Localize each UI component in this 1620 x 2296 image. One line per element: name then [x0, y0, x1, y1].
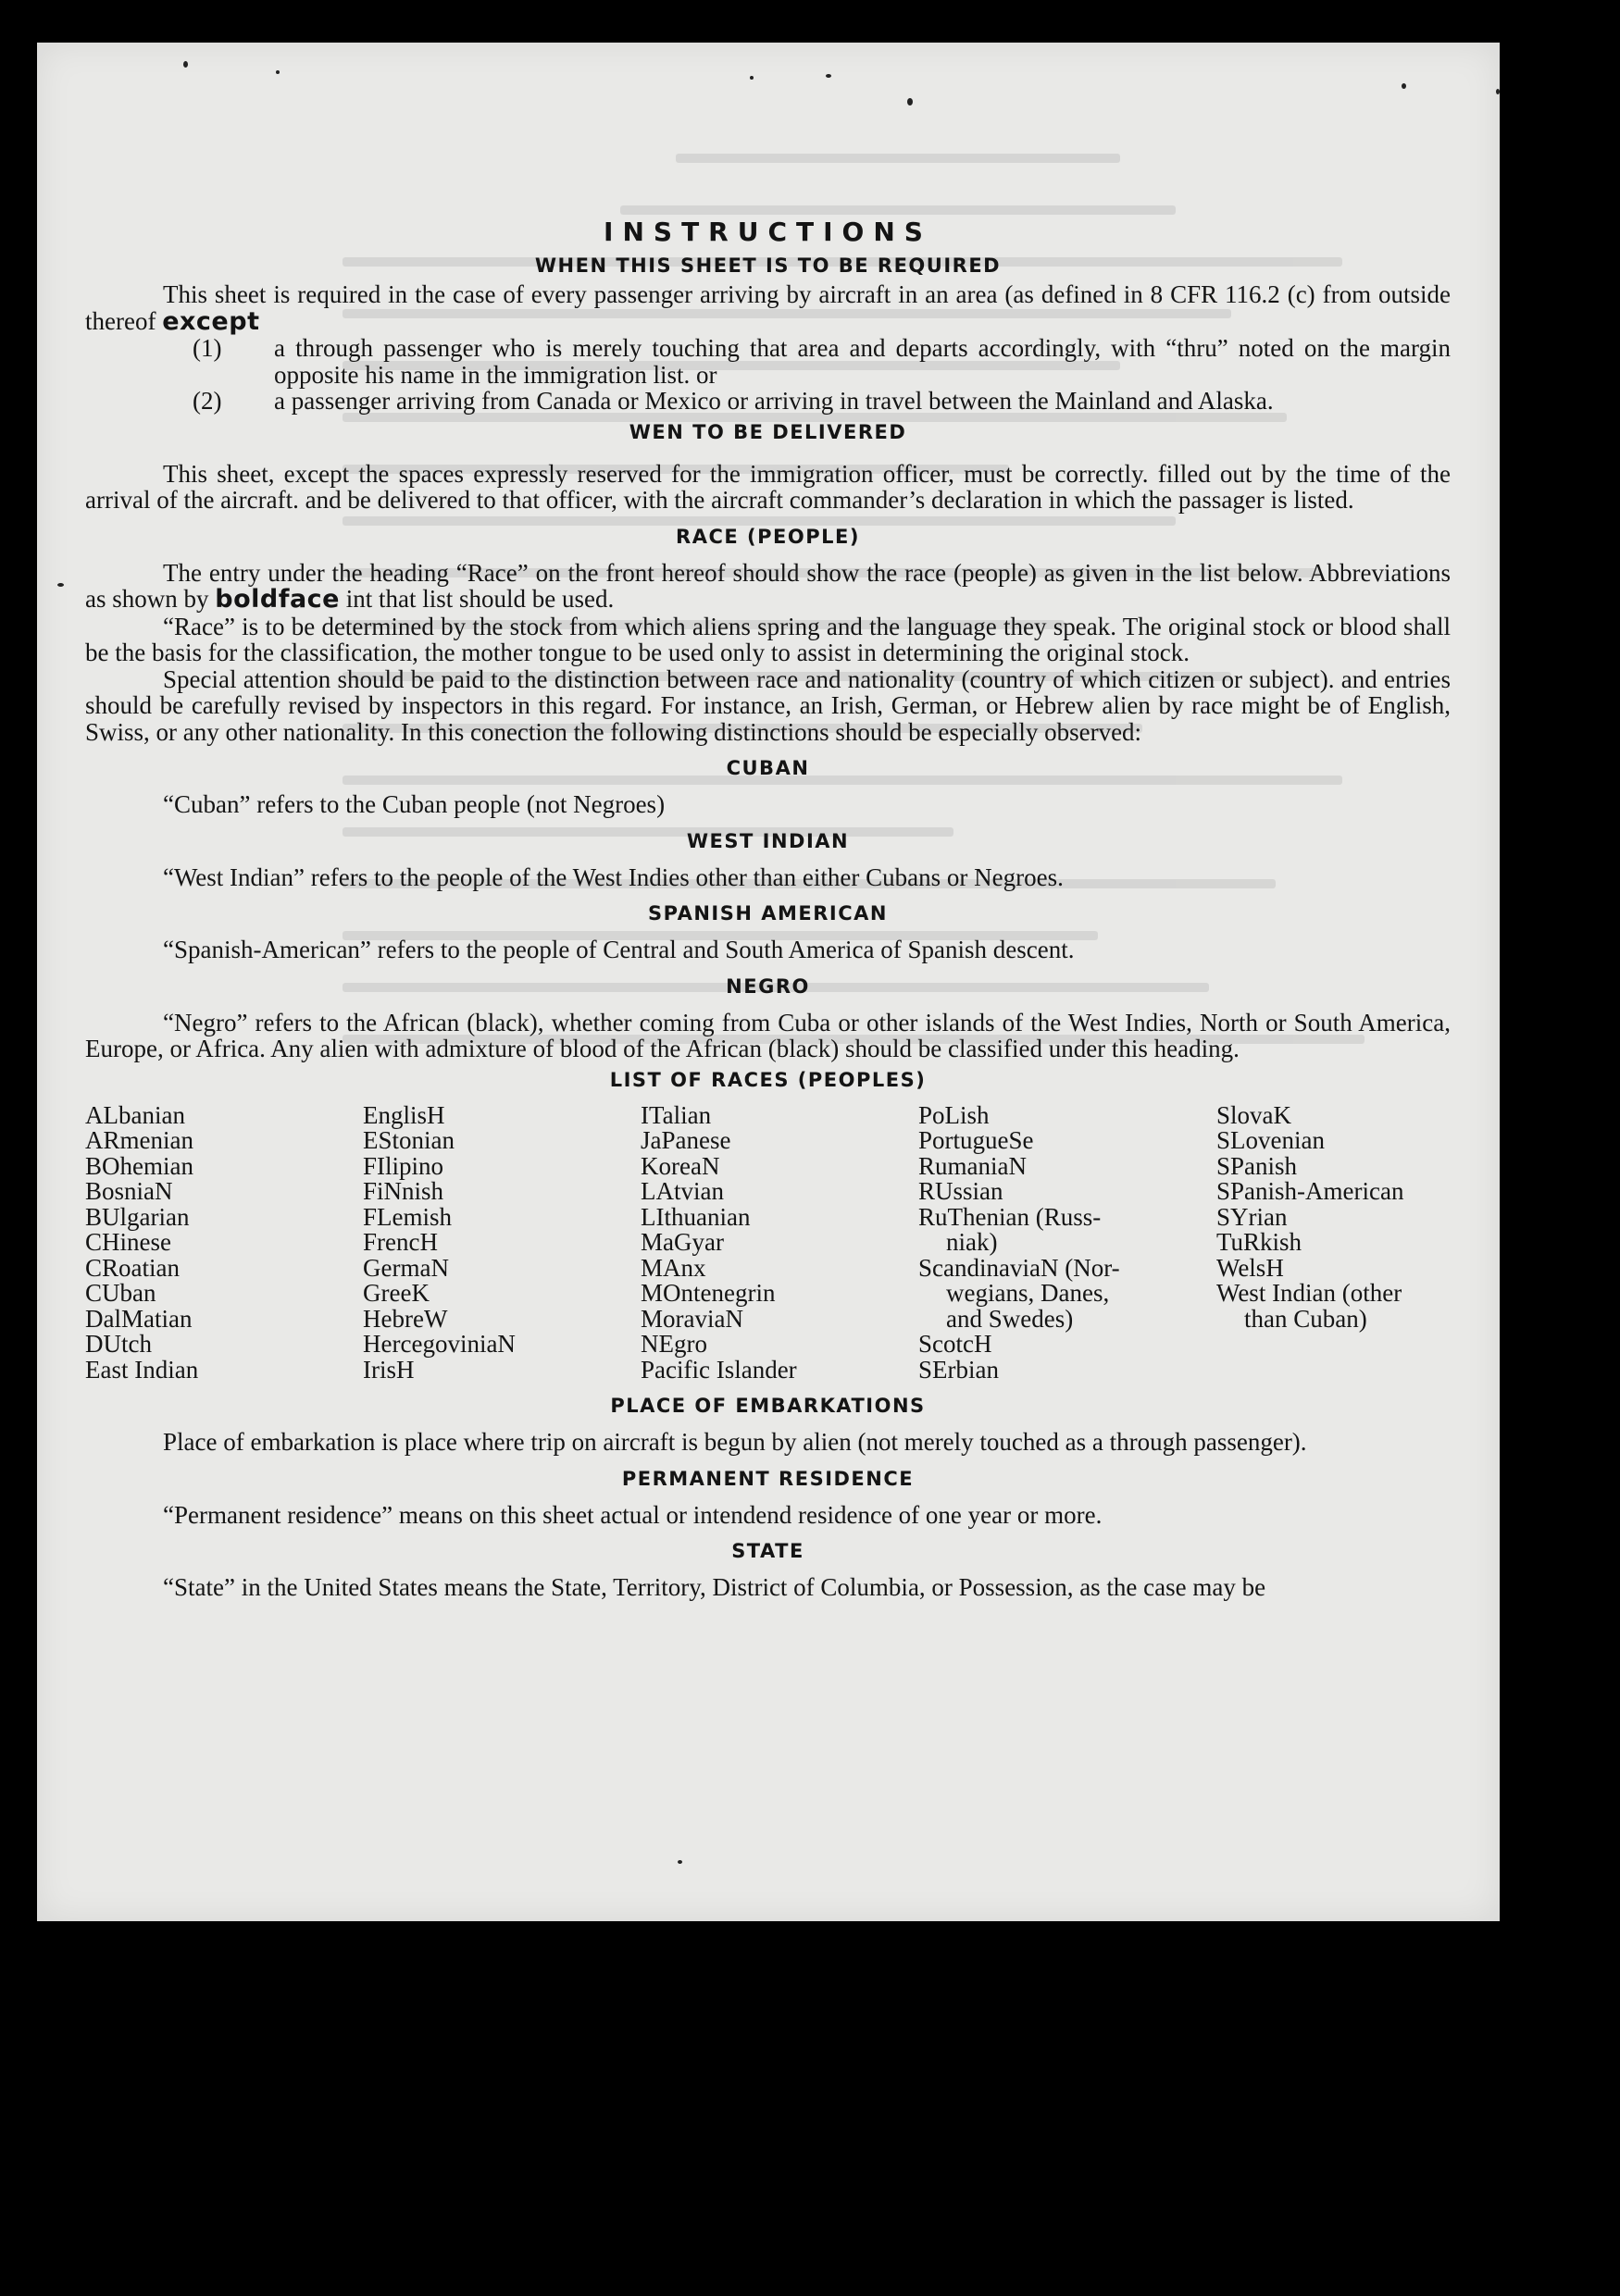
race-entry: ScotcH	[918, 1330, 992, 1358]
race-entry: CHinese	[85, 1228, 171, 1256]
race-entry: GreeK	[363, 1279, 430, 1307]
race-column	[363, 1100, 641, 1384]
race-entry: East Indian	[85, 1355, 199, 1384]
race-entry: GermaN	[363, 1253, 449, 1282]
bold-term: boldface	[215, 585, 340, 614]
race-entry: BOhemian	[85, 1151, 193, 1180]
scan-speck	[750, 76, 754, 80]
bold-term: except	[162, 306, 260, 336]
race-list	[85, 1100, 1451, 1384]
paragraph: “Negro” refers to the African (black), whether coming from Cuba or other islands of the West Indies, North or South America, Europe, or Africa. Any alien with admixture of blood of the African (black) should be classified under this heading.	[85, 1008, 1451, 1062]
race-entry: BosniaN	[85, 1177, 173, 1205]
race-entry: NEgro	[641, 1330, 707, 1358]
race-entry: LAtvian	[641, 1177, 724, 1205]
race-entry: RUssian	[918, 1177, 1003, 1205]
race-entry: ARmenian	[85, 1126, 193, 1154]
scan-speck	[826, 74, 831, 78]
page-title: INSTRUCTIONS	[604, 217, 932, 247]
race-entry: MoraviaN	[641, 1304, 743, 1333]
scan-speck	[907, 98, 913, 105]
race-entry: ScandinaviaN (Nor-	[918, 1253, 1120, 1282]
paragraph: “West Indian” refers to the people of the West Indies other than either Cubans or Negroes.	[163, 863, 1064, 891]
race-entry: MaGyar	[641, 1228, 724, 1256]
paragraph: Special attention should be paid to the distinction between race and nationality (country of which citizen or subject). and entries should be carefully revised by inspectors in this regard. For instance, an Irish, German, or Hebrew alien by race might be of English, Swiss, or any other nationality. In this conection the following distinctions should be especially observed:	[85, 664, 1451, 746]
paragraph: “State” in the United States means the State, Territory, District of Columbia, or Possession, as the case may be	[163, 1573, 1266, 1601]
section-heading: WHEN THIS SHEET IS TO BE REQUIRED	[534, 254, 1002, 277]
race-entry: HebreW	[363, 1304, 448, 1333]
race-entry: FIlipino	[363, 1151, 444, 1180]
scan-speck	[1402, 83, 1406, 89]
race-entry: Pacific Islander	[641, 1355, 797, 1384]
race-entry: SYrian	[1216, 1202, 1288, 1231]
race-entry: JaPanese	[641, 1126, 731, 1154]
race-entry: MAnx	[641, 1253, 706, 1282]
race-entry: SlovaK	[1216, 1100, 1291, 1129]
race-entry: West Indian (other	[1216, 1279, 1402, 1307]
paragraph: “Permanent residence” means on this sheet actual or intendend residence of one year or more.	[163, 1500, 1103, 1529]
list-item: (2) a passenger arriving from Canada or Mexico or arriving in travel between the Mainland and Alaska.	[193, 387, 1274, 415]
race-entry: ALbanian	[85, 1100, 185, 1129]
race-entry: HercegoviniaN	[363, 1330, 516, 1358]
race-entry: ITalian	[641, 1100, 712, 1129]
section-heading: RACE (PEOPLE)	[676, 525, 860, 548]
race-entry: BUlgarian	[85, 1202, 190, 1231]
section-heading: PERMANENT RESIDENCE	[621, 1467, 915, 1490]
race-entry: WelsH	[1216, 1253, 1284, 1282]
paragraph: “Race” is to be determined by the stock from which aliens spring and the language they speak. The original stock or blood shall be the basis for the classification, the mother tongue to be used only to assist in determining the original stock.	[85, 612, 1451, 666]
race-entry: and Swedes)	[946, 1304, 1074, 1333]
paragraph: “Spanish-American” refers to the people of Central and South America of Spanish descent.	[163, 936, 1075, 963]
section-heading: WEST INDIAN	[686, 829, 850, 852]
race-entry: CRoatian	[85, 1253, 180, 1282]
section-heading: STATE	[731, 1540, 804, 1562]
scan-speck	[276, 70, 280, 74]
race-entry: DalMatian	[85, 1304, 193, 1333]
race-entry: IrisH	[363, 1355, 415, 1384]
race-column	[918, 1100, 1216, 1384]
race-entry: than Cuban)	[1244, 1304, 1367, 1333]
scan-speck	[183, 61, 188, 68]
race-entry: SErbian	[918, 1355, 999, 1384]
race-entry: KoreaN	[641, 1151, 720, 1180]
race-entry: RumaniaN	[918, 1151, 1027, 1180]
section-heading: LIST OF RACES (PEOPLES)	[609, 1068, 927, 1091]
race-entry: niak)	[946, 1228, 998, 1256]
scan-speck	[57, 583, 64, 587]
race-column	[641, 1100, 918, 1384]
paragraph: This sheet is required in the case of every passenger arriving by aircraft in an area (as defined in 8 CFR 116.2 (c) from outside thereof except	[85, 280, 1451, 336]
section-heading: NEGRO	[726, 974, 810, 998]
section-heading: SPANISH AMERICAN	[648, 902, 888, 925]
race-entry: FiNnish	[363, 1177, 444, 1205]
race-entry: TuRkish	[1216, 1228, 1302, 1256]
race-entry: SPanish-American	[1216, 1177, 1404, 1205]
race-entry: LIthuanian	[641, 1202, 751, 1231]
race-entry: SPanish	[1216, 1151, 1298, 1180]
race-entry: PortugueSe	[918, 1126, 1034, 1154]
race-entry: SLovenian	[1216, 1126, 1325, 1154]
race-entry: RuThenian (Russ-	[918, 1202, 1102, 1231]
race-entry: wegians, Danes,	[946, 1279, 1110, 1307]
section-heading: PLACE OF EMBARKATIONS	[610, 1395, 926, 1417]
paragraph: Place of embarkation is place where trip on aircraft is begun by alien (not merely touched as a through passenger).	[163, 1428, 1307, 1456]
race-entry: CUban	[85, 1279, 156, 1307]
scan-speck	[678, 1860, 682, 1864]
race-entry: EnglisH	[363, 1100, 445, 1129]
section-heading: WEN TO BE DELIVERED	[629, 420, 907, 443]
section-heading: CUBAN	[726, 757, 810, 779]
race-entry: MOntenegrin	[641, 1279, 776, 1307]
race-entry: DUtch	[85, 1330, 152, 1358]
paragraph: The entry under the heading “Race” on the front hereof should show the race (people) as given in the list below. Abbreviations as shown by boldface int that list should be used.	[85, 558, 1451, 614]
race-column	[1216, 1100, 1404, 1384]
paragraph: “Cuban” refers to the Cuban people (not Negroes)	[163, 790, 666, 818]
instructions-text	[85, 172, 1451, 1601]
race-entry: FrencH	[363, 1228, 438, 1256]
race-entry: EStonian	[363, 1126, 455, 1154]
paragraph: This sheet, except the spaces expressly reserved for the immigration officer, must be correctly. filled out by the time of the arrival of the aircraft. and be delivered to that officer, with the aircraft commander’s declaration in which the passager is listed.	[85, 459, 1451, 514]
race-column	[85, 1100, 363, 1384]
scan-speck	[1496, 89, 1500, 94]
race-entry: PoLish	[918, 1100, 990, 1129]
list-item: (1) a through passenger who is merely touching that area and departs accordingly, with “thru” noted on the margin opposite his name in the immigration list. or	[193, 334, 1451, 389]
document-page	[37, 43, 1500, 1921]
race-entry: FLemish	[363, 1202, 453, 1231]
